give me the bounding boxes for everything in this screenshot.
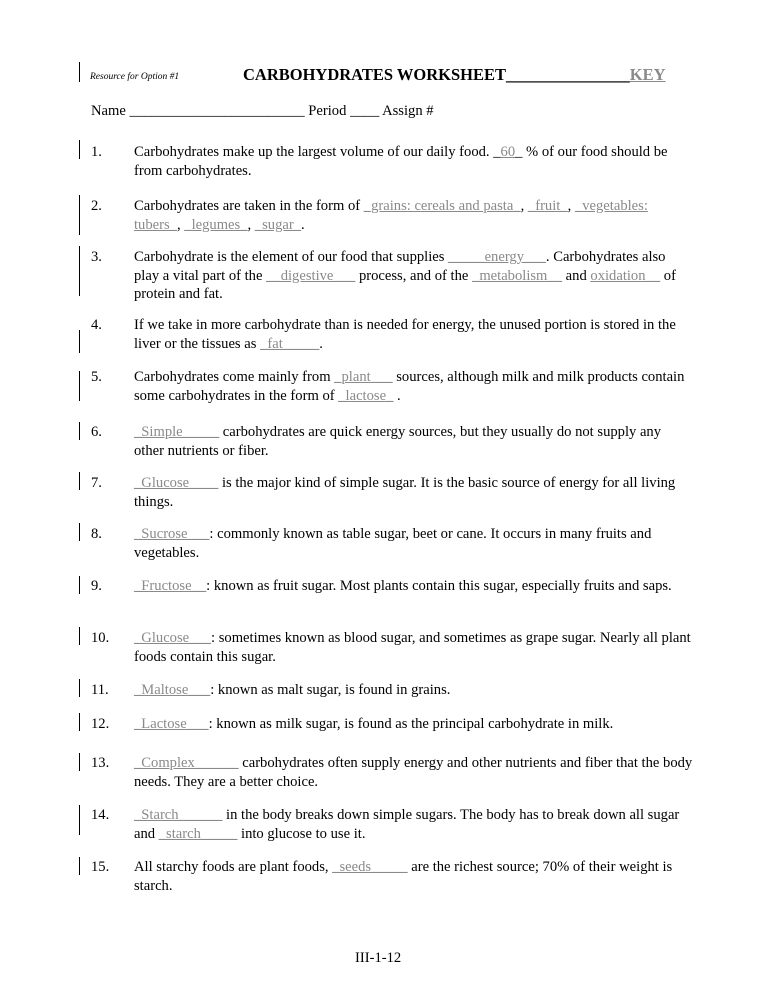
name-blank: ________________________ (129, 103, 305, 119)
question-text (134, 681, 694, 700)
question-text-segment: : known as milk sugar, is found as the principal carbohydrate in milk. (208, 716, 614, 732)
revision-bar (79, 472, 80, 490)
name-period-line (91, 103, 434, 120)
answer-fill: _Glucose____ (134, 475, 219, 491)
question-text-segment: : commonly known as table sugar, beet or cane. It occurs in many fruits and vegetables. (134, 526, 652, 561)
question-text (134, 316, 694, 353)
answer-fill: _plant___ (334, 369, 393, 385)
answer-fill: _Lactose___ (134, 716, 209, 732)
question-text (134, 858, 694, 895)
answer-fill: _Complex______ (134, 755, 239, 771)
question-text-segment: : sometimes known as blood sugar, and sometimes as grape sugar. Nearly all plant foods contain this sugar. (134, 630, 691, 665)
answer-fill: _____energy___ (448, 249, 546, 265)
answer-key-label: KEY (629, 65, 666, 84)
revision-bar (79, 140, 80, 159)
question-text-segment: . Carbohydrates also play a vital part of the (134, 249, 666, 284)
question-number: 12. (91, 716, 110, 732)
question-text (134, 629, 694, 666)
answer-fill: _sugar_ (254, 216, 302, 233)
question-text-segment: : known as malt sugar, is found in grains. (210, 682, 451, 698)
revision-bar (79, 330, 80, 353)
question-text (134, 368, 694, 405)
answer-fill: _Starch______ (134, 807, 223, 823)
question-number: 11. (91, 682, 109, 698)
question-text (134, 197, 694, 234)
answer-fill: _lactose_ (338, 387, 394, 404)
revision-bar (79, 195, 80, 235)
revision-bar (79, 805, 80, 835)
question-text (134, 715, 694, 734)
answer-fill: _fruit_ (527, 198, 568, 214)
answer-fill: _seeds_____ (332, 859, 408, 875)
question-number: 3. (91, 249, 102, 265)
question-text-segment: , (176, 216, 185, 233)
revision-bar (79, 371, 80, 401)
question-text-segment: is the major kind of simple sugar. It is the basic source of energy for all living things. (134, 475, 676, 510)
name-label: Name (91, 103, 126, 119)
answer-fill: _vegetables: tubers_ (134, 198, 648, 233)
question-text-segment: into glucose to use it. (237, 825, 366, 842)
question-text-segment: are the richest source; 70% of their weight is starch. (134, 859, 673, 894)
question-text-segment: _ % of our food should be from carbohydrates. (134, 144, 668, 179)
page-number: III-1-12 (355, 950, 402, 966)
revision-bar (79, 246, 80, 296)
question-number: 14. (91, 807, 110, 823)
question-text-segment: carbohydrates often supply energy and other nutrients and fiber that the body needs. They are a better choice. (134, 755, 693, 790)
question-text-segment: , (247, 216, 255, 233)
assign-label: Assign # (382, 103, 434, 119)
revision-bar (79, 627, 80, 645)
title-text: CARBOHYDRATES WORKSHEET (243, 65, 506, 84)
answer-fill: _Glucose___ (134, 630, 212, 646)
question-text-segment: Carbohydrates come mainly from (134, 369, 335, 385)
answer-fill: 60 (500, 144, 516, 160)
revision-bar (79, 422, 80, 440)
question-text-segment: If we take in more carbohydrate than is needed for energy, the unused portion is stored in the liver or the tissues as (134, 317, 676, 352)
revision-bar (79, 576, 80, 594)
answer-fill: _grains: cereals and pasta_ (363, 198, 521, 214)
answer-fill: _metabolism__ (472, 267, 563, 284)
question-number: 4. (91, 317, 102, 333)
question-number: 10. (91, 630, 110, 646)
answer-fill: _legumes_ (184, 216, 248, 233)
revision-bar (79, 62, 80, 82)
revision-bar (79, 679, 80, 697)
question-number: 15. (91, 859, 110, 875)
question-text-segment: sources, although milk and milk products contain some carbohydrates in the form of (134, 369, 685, 404)
question-text-segment: _ (493, 144, 501, 160)
question-text (134, 754, 694, 791)
question-number: 7. (91, 475, 102, 491)
question-number: 13. (91, 755, 110, 771)
worksheet-title (243, 65, 666, 85)
answer-fill: _starch_____ (158, 825, 238, 842)
question-text-segment: of protein and fat. (134, 267, 676, 302)
answer-fill: _fat_____ (260, 335, 320, 352)
period-blank: ____ (350, 103, 380, 119)
question-text-segment: carbohydrates are quick energy sources, but they usually do not supply any other nutrients or fiber. (134, 424, 662, 459)
question-text (134, 525, 694, 562)
answer-fill: oxidation__ (590, 267, 661, 284)
question-text (134, 423, 694, 460)
question-text-segment: : known as fruit sugar. Most plants contain this sugar, especially fruits and saps. (206, 578, 672, 594)
answer-fill: _Simple_____ (134, 424, 220, 440)
question-number: 5. (91, 369, 102, 385)
title-underline: _______________ (506, 65, 630, 84)
question-text-segment: Carbohydrates make up the largest volume of our daily food. (134, 144, 494, 160)
question-number: 9. (91, 578, 102, 594)
answer-fill: _Sucrose___ (134, 526, 210, 542)
resource-label: Resource for Option #1 (90, 72, 180, 82)
revision-bar (79, 857, 80, 875)
question-text (134, 474, 694, 511)
question-text-segment: . (301, 216, 305, 233)
question-text-segment: process, and of the (355, 267, 473, 284)
question-text (134, 143, 694, 180)
question-number: 1. (91, 144, 102, 160)
period-label: Period (308, 103, 347, 119)
question-text-segment: Carbohydrates are taken in the form of (134, 198, 364, 214)
question-text-segment: . (319, 335, 323, 352)
revision-bar (79, 713, 80, 731)
question-number: 6. (91, 424, 102, 440)
question-number: 2. (91, 198, 102, 214)
question-text-segment: in the body breaks down simple sugars. The body has to break down all sugar and (134, 807, 680, 842)
answer-fill: _Maltose___ (134, 682, 211, 698)
answer-fill: __digestive___ (266, 267, 356, 284)
question-text-segment: Carbohydrate is the element of our food that supplies (134, 249, 449, 265)
question-text-segment: , (567, 198, 575, 214)
question-text (134, 248, 694, 304)
revision-bar (79, 523, 80, 541)
question-text (134, 577, 694, 596)
answer-fill: _Fructose__ (134, 578, 207, 594)
revision-bar (79, 753, 80, 771)
question-text-segment: , (520, 198, 528, 214)
question-text-segment: . (393, 387, 401, 404)
question-text-segment: and (562, 267, 591, 284)
question-number: 8. (91, 526, 102, 542)
question-text-segment: All starchy foods are plant foods, (134, 859, 333, 875)
question-text (134, 806, 694, 843)
